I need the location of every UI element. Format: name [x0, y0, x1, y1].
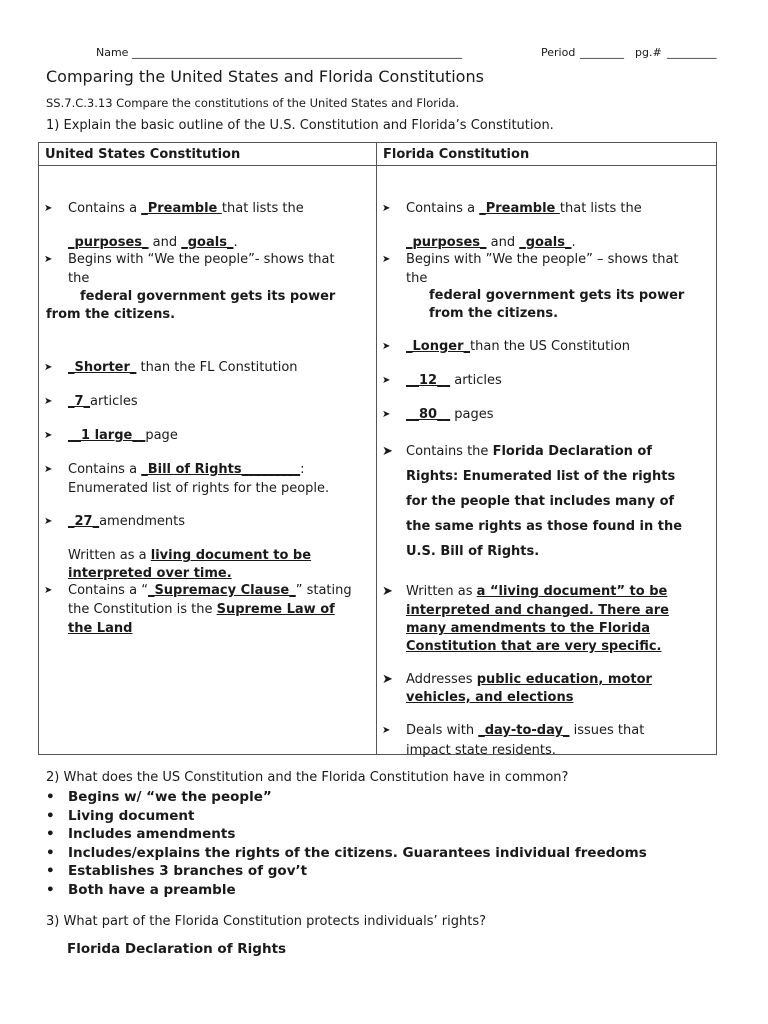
arrow-bullet-icon: ➤: [44, 254, 53, 265]
arrow-bullet-icon: ➤: [44, 464, 53, 475]
page-title: Comparing the United States and Florida Constitutions: [46, 67, 484, 86]
fl-federal-power: federal government gets its power: [429, 288, 685, 303]
fl-living-line3: many amendments to the Florida: [406, 621, 651, 636]
fl-addresses-cont: vehicles, and elections: [406, 690, 574, 705]
us-shorter-item: ➤ _Shorter_ than the FL Constitution: [44, 360, 298, 375]
list-item: • Both have a preamble: [46, 881, 647, 900]
name-label: Name: [96, 46, 129, 59]
fl-declaration-line2: Rights: Enumerated list of the rights: [406, 469, 676, 484]
arrow-bullet-icon: ➤: [382, 203, 391, 214]
page-label: pg.#: [635, 46, 662, 59]
us-articles-item: ➤ _7_articles: [44, 394, 138, 409]
question-3-answer: Florida Declaration of Rights: [67, 941, 287, 957]
fl-federal-power-cont: from the citizens.: [429, 306, 559, 321]
arrow-bullet-icon: ➤: [44, 585, 53, 596]
us-we-the-people-cont: the: [68, 271, 90, 286]
fl-living-line4: Constitution that are very specific.: [406, 639, 662, 654]
fl-declaration-line4: the same rights as those found in the: [406, 519, 683, 534]
us-bill-of-rights-item: ➤ Contains a _Bill of Rights_________:: [44, 462, 305, 477]
fl-living-line2: interpreted and changed. There are: [406, 603, 669, 618]
question-1: 1) Explain the basic outline of the U.S. Constitution and Florida’s Constitution.: [46, 118, 554, 133]
us-supreme-law-cont: the Land: [68, 621, 133, 636]
fl-we-the-people-cont: the: [406, 271, 428, 286]
list-item: • Includes amendments: [46, 825, 647, 844]
list-item: • Includes/explains the rights of the citizens. Guarantees individual freedoms: [46, 844, 647, 863]
fl-we-the-people-item: ➤ Begins with ”We the people” – shows that: [382, 252, 679, 267]
name-blank[interactable]: ____________________________________________________________: [132, 46, 462, 59]
arrow-bullet-icon: ➤: [44, 396, 53, 407]
arrow-bullet-icon: ➤: [382, 725, 391, 736]
arrow-bullet-icon: ➤: [382, 584, 393, 599]
question-3: 3) What part of the Florida Constitution protects individuals’ rights?: [46, 914, 487, 929]
column-header-fl: Florida Constitution: [377, 143, 717, 166]
column-header-us: United States Constitution: [39, 143, 377, 166]
us-constitution-cell: [39, 166, 377, 755]
period-label: Period: [541, 46, 576, 59]
fl-pages-item: ➤ __80__ pages: [382, 407, 494, 422]
fl-day-to-day-item: ➤ Deals with _day-to-day_ issues that: [382, 723, 645, 738]
list-item: • Begins w/ “we the people”: [46, 788, 647, 807]
fl-day-to-day-cont: impact state residents.: [406, 743, 556, 758]
us-bill-of-rights-desc: Enumerated list of rights for the people.: [68, 481, 330, 496]
fl-declaration-item: ➤ Contains the Florida Declaration of: [406, 439, 652, 464]
arrow-bullet-icon: ➤: [44, 430, 53, 441]
comparison-table: [38, 142, 717, 758]
question-2: 2) What does the US Constitution and the Florida Constitution have in common?: [46, 770, 569, 785]
standard-code: SS.7.C.3.13 Compare the constitutions of the United States and Florida.: [46, 96, 460, 110]
us-we-the-people-item: ➤ Begins with “We the people”- shows that: [44, 252, 335, 267]
us-living-document: Written as a living document to be: [68, 548, 312, 563]
us-purposes-goals: _purposes_ and _goals_.: [68, 235, 238, 250]
fl-declaration-line3: for the people that includes many of: [406, 494, 675, 509]
fl-addresses-item: ➤ Addresses public education, motor: [382, 672, 652, 687]
us-supremacy-clause-item: ➤ Contains a “_Supremacy Clause_” stating: [44, 583, 352, 598]
list-item: • Establishes 3 branches of gov’t: [46, 862, 647, 881]
us-federal-power-cont: from the citizens.: [46, 307, 176, 322]
us-page-item: ➤ __1 large__page: [44, 428, 178, 443]
fl-living-document-item: ➤ Written as a “living document” to be: [382, 584, 668, 599]
fl-articles-item: ➤ __12__ articles: [382, 373, 502, 388]
period-blank[interactable]: ________: [580, 46, 624, 59]
fl-purposes-goals: _purposes_ and _goals_.: [406, 235, 576, 250]
common-features-list: [46, 788, 647, 899]
arrow-bullet-icon: ➤: [382, 444, 393, 459]
arrow-bullet-icon: ➤: [382, 409, 391, 420]
us-federal-power: federal government gets its power: [80, 289, 336, 304]
arrow-bullet-icon: ➤: [44, 362, 53, 373]
arrow-bullet-icon: ➤: [382, 672, 393, 687]
arrow-bullet-icon: ➤: [44, 516, 53, 527]
us-supreme-law: the Constitution is the Supreme Law of: [68, 602, 335, 617]
fl-declaration-line5: U.S. Bill of Rights.: [406, 544, 540, 559]
us-amendments-item: ➤ _27_amendments: [44, 514, 185, 529]
us-living-document-cont: interpreted over time.: [68, 566, 232, 581]
list-item: • Living document: [46, 807, 647, 826]
arrow-bullet-icon: ➤: [382, 341, 391, 352]
fl-constitution-cell: [377, 166, 717, 758]
arrow-bullet-icon: ➤: [44, 203, 53, 214]
us-preamble-item: ➤ Contains a _Preamble that lists the: [44, 201, 304, 216]
fl-longer-item: ➤ _Longer_than the US Constitution: [382, 339, 631, 354]
fl-preamble-item: ➤ Contains a _Preamble that lists the: [382, 201, 642, 216]
page-blank[interactable]: _________: [667, 46, 717, 59]
arrow-bullet-icon: ➤: [382, 254, 391, 265]
arrow-bullet-icon: ➤: [382, 375, 391, 386]
